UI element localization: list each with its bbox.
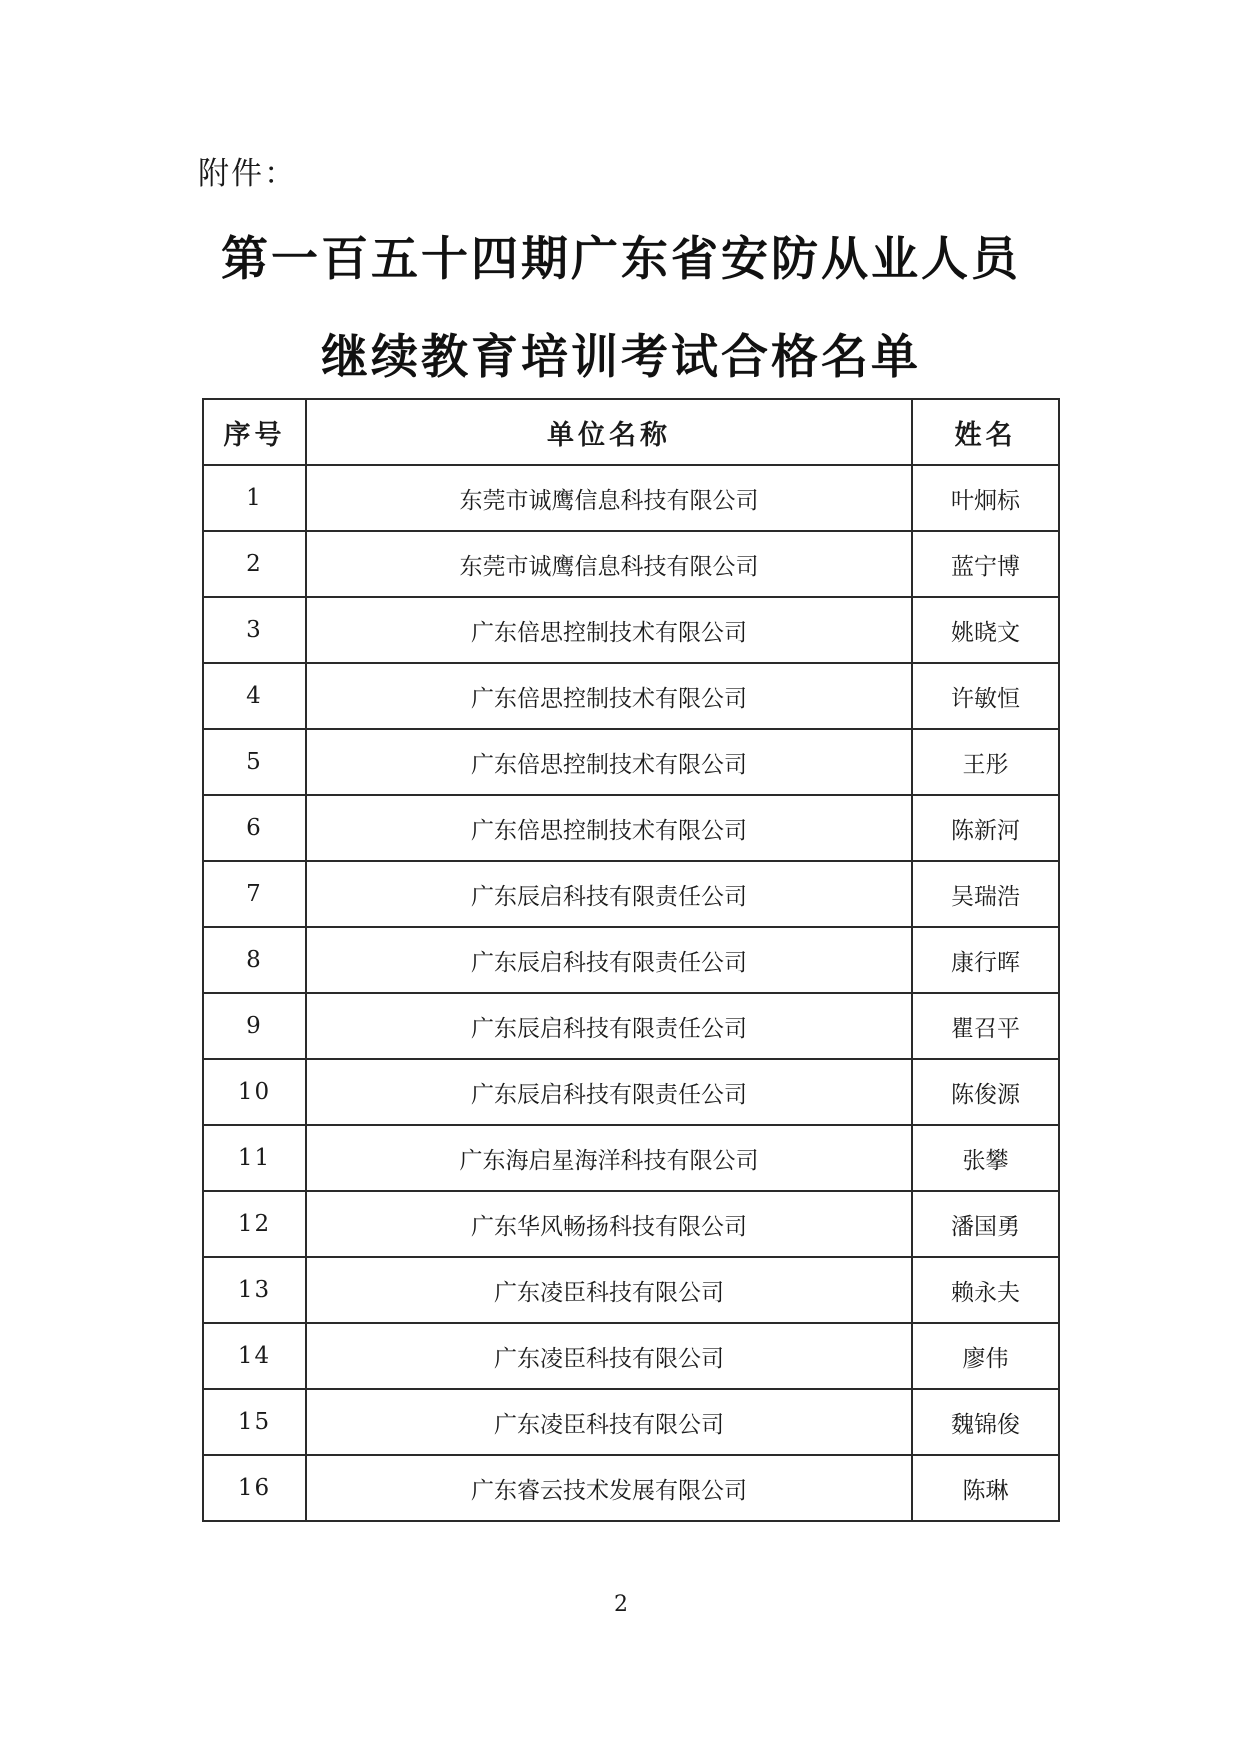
document-title-line-1: 第一百五十四期广东省安防从业人员	[221, 232, 1021, 287]
row-serial-number: 16	[203, 1455, 306, 1521]
row-unit-name: 广东凌臣科技有限公司	[306, 1323, 912, 1389]
row-person-name: 瞿召平	[912, 993, 1059, 1059]
row-person-name: 陈新河	[912, 795, 1059, 861]
table-row	[203, 993, 1059, 1059]
attachment-label: 附件：	[198, 156, 297, 192]
row-person-name: 潘国勇	[912, 1191, 1059, 1257]
table-row	[203, 597, 1059, 663]
table-row	[203, 861, 1059, 927]
row-person-name: 廖伟	[912, 1323, 1059, 1389]
row-serial-number: 12	[203, 1191, 306, 1257]
table-row	[203, 663, 1059, 729]
table-row	[203, 927, 1059, 993]
row-person-name: 赖永夫	[912, 1257, 1059, 1323]
row-person-name: 吴瑞浩	[912, 861, 1059, 927]
row-person-name: 蓝宁博	[912, 531, 1059, 597]
row-person-name: 王彤	[912, 729, 1059, 795]
table-row	[203, 729, 1059, 795]
row-person-name: 康行晖	[912, 927, 1059, 993]
row-serial-number: 7	[203, 861, 306, 927]
table-row	[203, 1257, 1059, 1323]
table-row	[203, 1059, 1059, 1125]
row-serial-number: 11	[203, 1125, 306, 1191]
row-unit-name: 广东辰启科技有限责任公司	[306, 927, 912, 993]
row-serial-number: 14	[203, 1323, 306, 1389]
table-row	[203, 465, 1059, 531]
row-unit-name: 广东华风畅扬科技有限公司	[306, 1191, 912, 1257]
row-unit-name: 广东海启星海洋科技有限公司	[306, 1125, 912, 1191]
header-person-name: 姓名	[912, 399, 1059, 465]
row-serial-number: 9	[203, 993, 306, 1059]
row-serial-number: 6	[203, 795, 306, 861]
row-serial-number: 3	[203, 597, 306, 663]
row-unit-name: 东莞市诚鹰信息科技有限公司	[306, 465, 912, 531]
row-unit-name: 广东倍思控制技术有限公司	[306, 795, 912, 861]
row-person-name: 魏锦俊	[912, 1389, 1059, 1455]
row-unit-name: 广东凌臣科技有限公司	[306, 1389, 912, 1455]
row-unit-name: 广东倍思控制技术有限公司	[306, 729, 912, 795]
document-title-line-2: 继续教育培训考试合格名单	[321, 330, 921, 385]
header-unit-name: 单位名称	[306, 399, 912, 465]
row-unit-name: 广东辰启科技有限责任公司	[306, 861, 912, 927]
row-serial-number: 13	[203, 1257, 306, 1323]
row-person-name: 陈俊源	[912, 1059, 1059, 1125]
table-row	[203, 1455, 1059, 1521]
row-unit-name: 东莞市诚鹰信息科技有限公司	[306, 531, 912, 597]
row-person-name: 许敏恒	[912, 663, 1059, 729]
row-person-name: 张攀	[912, 1125, 1059, 1191]
row-serial-number: 2	[203, 531, 306, 597]
row-person-name: 姚晓文	[912, 597, 1059, 663]
row-serial-number: 8	[203, 927, 306, 993]
row-person-name: 叶炯标	[912, 465, 1059, 531]
row-unit-name: 广东倍思控制技术有限公司	[306, 597, 912, 663]
row-serial-number: 1	[203, 465, 306, 531]
table-row	[203, 795, 1059, 861]
row-serial-number: 5	[203, 729, 306, 795]
table-row	[203, 1389, 1059, 1455]
row-unit-name: 广东睿云技术发展有限公司	[306, 1455, 912, 1521]
row-unit-name: 广东倍思控制技术有限公司	[306, 663, 912, 729]
row-serial-number: 15	[203, 1389, 306, 1455]
page-number: 2	[614, 1592, 628, 1617]
row-unit-name: 广东辰启科技有限责任公司	[306, 993, 912, 1059]
row-person-name: 陈琳	[912, 1455, 1059, 1521]
row-unit-name: 广东辰启科技有限责任公司	[306, 1059, 912, 1125]
table-row	[203, 531, 1059, 597]
table-row	[203, 1191, 1059, 1257]
qualified-list-table	[202, 398, 1060, 1522]
header-serial-number: 序号	[203, 399, 306, 465]
table-body	[203, 465, 1059, 1521]
row-unit-name: 广东凌臣科技有限公司	[306, 1257, 912, 1323]
row-serial-number: 10	[203, 1059, 306, 1125]
table-row	[203, 1323, 1059, 1389]
table-row	[203, 1125, 1059, 1191]
row-serial-number: 4	[203, 663, 306, 729]
table-header-row	[203, 399, 1059, 465]
